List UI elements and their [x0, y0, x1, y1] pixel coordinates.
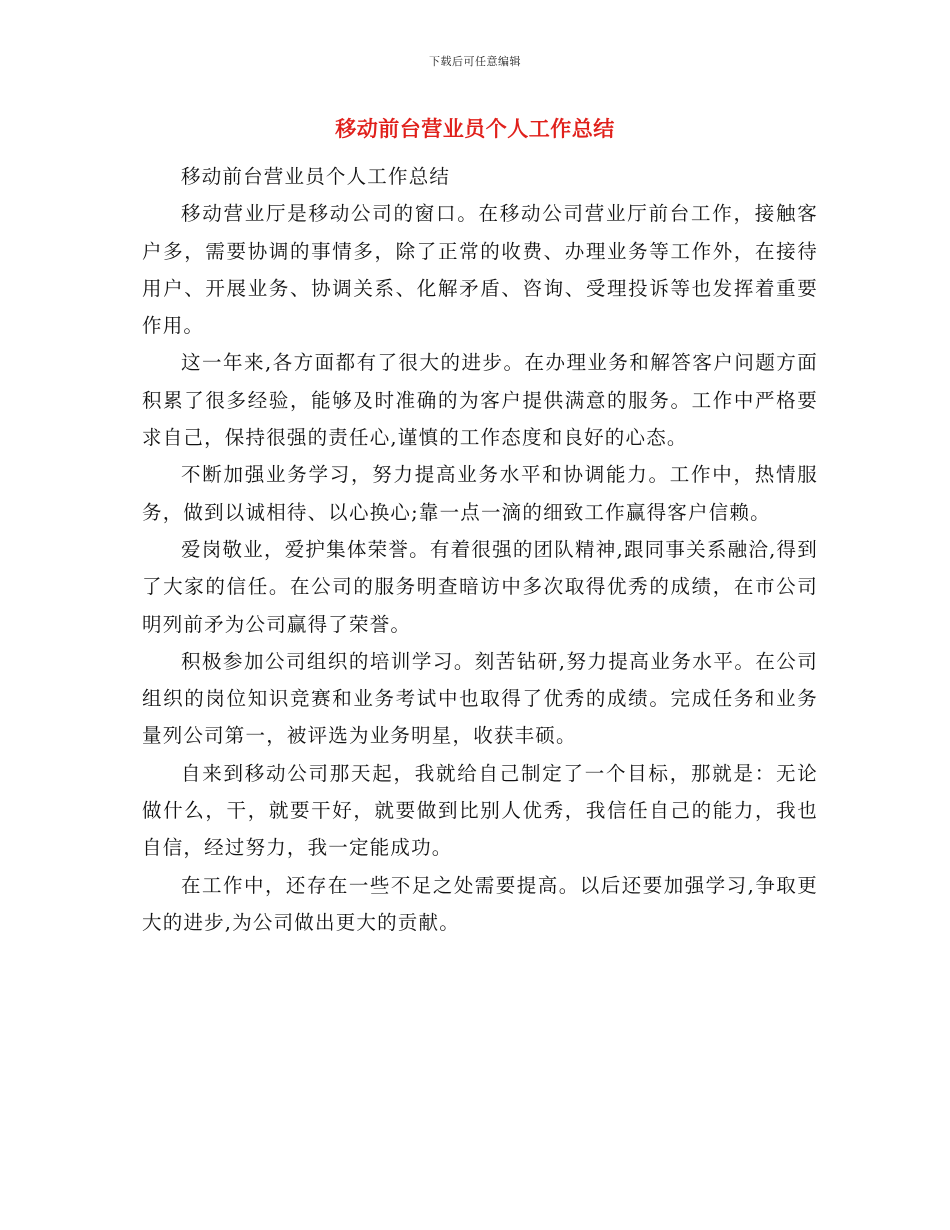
paragraph: 移动营业厅是移动公司的窗口。在移动公司营业厅前台工作，接触客户多，需要协调的事情多，除了正常的收费、办理业务等工作外，在接待用户、开展业务、协调关系、化解矛盾、咨询、受理投诉等也发挥着重要作用。: [142, 202, 818, 338]
paragraph: 在工作中，还存在一些不足之处需要提高。以后还要加强学习,争取更大的进步,为公司做出更大的贡献。: [142, 873, 818, 934]
paragraph: 爱岗敬业，爱护集体荣誉。有着很强的团队精神,跟同事关系融洽,得到了大家的信任。在公司的服务明查暗访中多次取得优秀的成绩，在市公司明列前矛为公司赢得了荣誉。: [142, 537, 818, 636]
document-body: [142, 158, 818, 941]
paragraph: 自来到移动公司那天起，我就给自己制定了一个目标，那就是：无论做什么，干，就要干好，就要做到比别人优秀，我信任自己的能力，我也自信，经过努力，我一定能成功。: [142, 761, 818, 860]
paragraph: 这一年来,各方面都有了很大的进步。在办理业务和解答客户问题方面积累了很多经验，能够及时准确的为客户提供满意的服务。工作中严格要求自己，保持很强的责任心,谨慎的工作态度和良好的心态。: [142, 351, 818, 450]
paragraph: 积极参加公司组织的培训学习。刻苦钻研,努力提高业务水平。在公司组织的岗位知识竞赛和业务考试中也取得了优秀的成绩。完成任务和业务量列公司第一，被评选为业务明星，收获丰硕。: [142, 649, 818, 748]
header-note: 下载后可任意编辑: [429, 55, 521, 68]
paragraph: 不断加强业务学习，努力提高业务水平和协调能力。工作中，热情服务，做到以诚相待、以心换心;靠一点一滴的细致工作赢得客户信赖。: [142, 463, 818, 524]
paragraph-subtitle: 移动前台营业员个人工作总结: [181, 165, 451, 188]
document-title: 移动前台营业员个人工作总结: [335, 117, 615, 141]
